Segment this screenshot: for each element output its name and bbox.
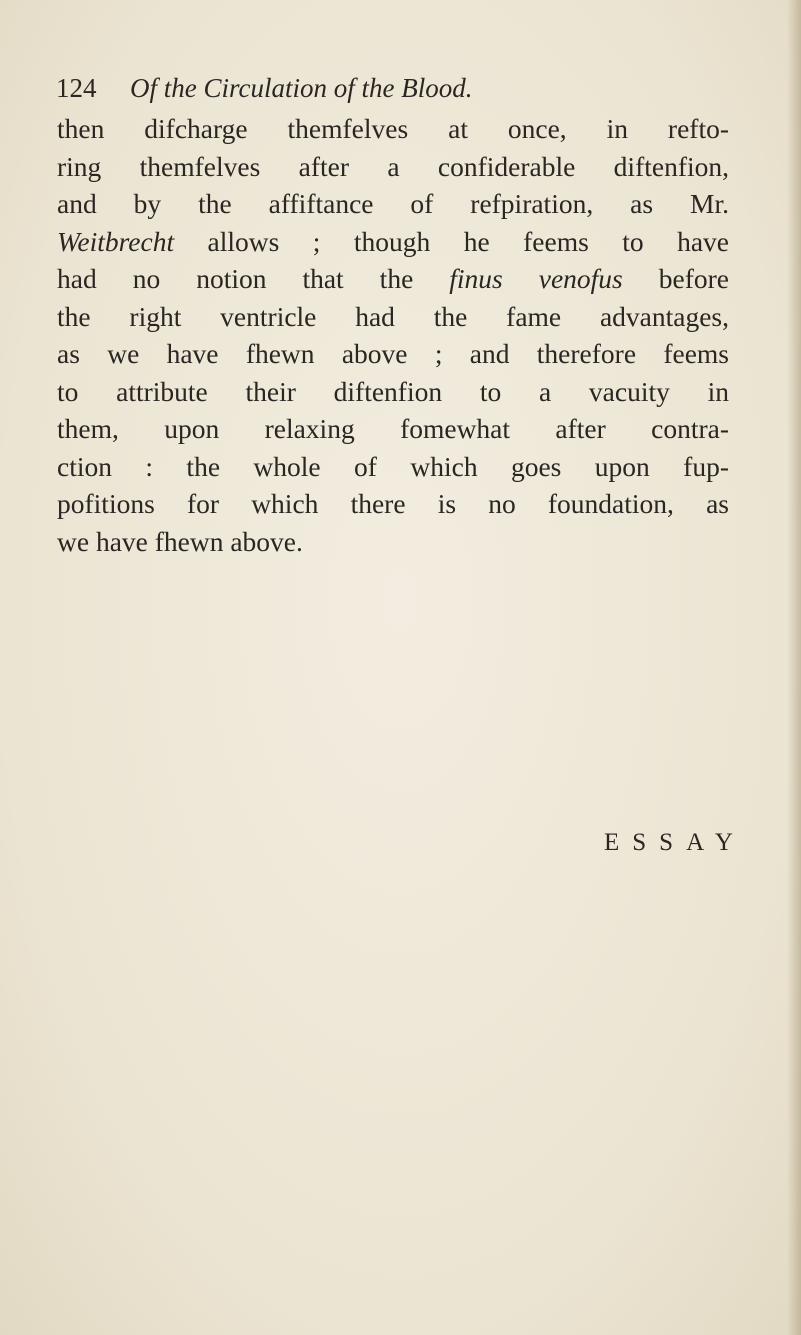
text-line: ring themfelves after a confiderable diftenfion, — [57, 150, 729, 182]
text-line: and by the affiftance of refpiration, as Mr. — [57, 188, 729, 219]
text-line: then difcharge themfelves at once, in refto- — [57, 113, 729, 144]
text-line: the right ventricle had the fame advantages, — [57, 300, 729, 332]
page-edge-shadow — [787, 0, 801, 1335]
text-line: had no notion that the finus venofus before — [57, 263, 729, 294]
text-line: ction : the whole of which goes upon fup- — [57, 450, 729, 482]
catchword: ESSAY — [604, 829, 746, 856]
italic-term: Weitbrecht — [57, 225, 175, 257]
text-line: Weitbrecht allows ; though he feems to have — [57, 225, 729, 257]
text-line: them, upon relaxing fomewhat after contra- — [57, 413, 729, 444]
text-line: as we have fhewn above ; and therefore feems — [57, 338, 729, 369]
text-line: pofitions for which there is no foundation, as — [57, 488, 729, 519]
text-line: to attribute their diftenfion to a vacuity in — [57, 375, 729, 407]
page-number: 124 — [56, 73, 97, 103]
page-header — [56, 68, 676, 108]
italic-term: finus venofus — [449, 263, 623, 294]
running-title: Of the Circulation of the Blood. — [130, 73, 473, 103]
body-text — [57, 110, 729, 560]
text-line: we have fhewn above. — [57, 525, 303, 557]
